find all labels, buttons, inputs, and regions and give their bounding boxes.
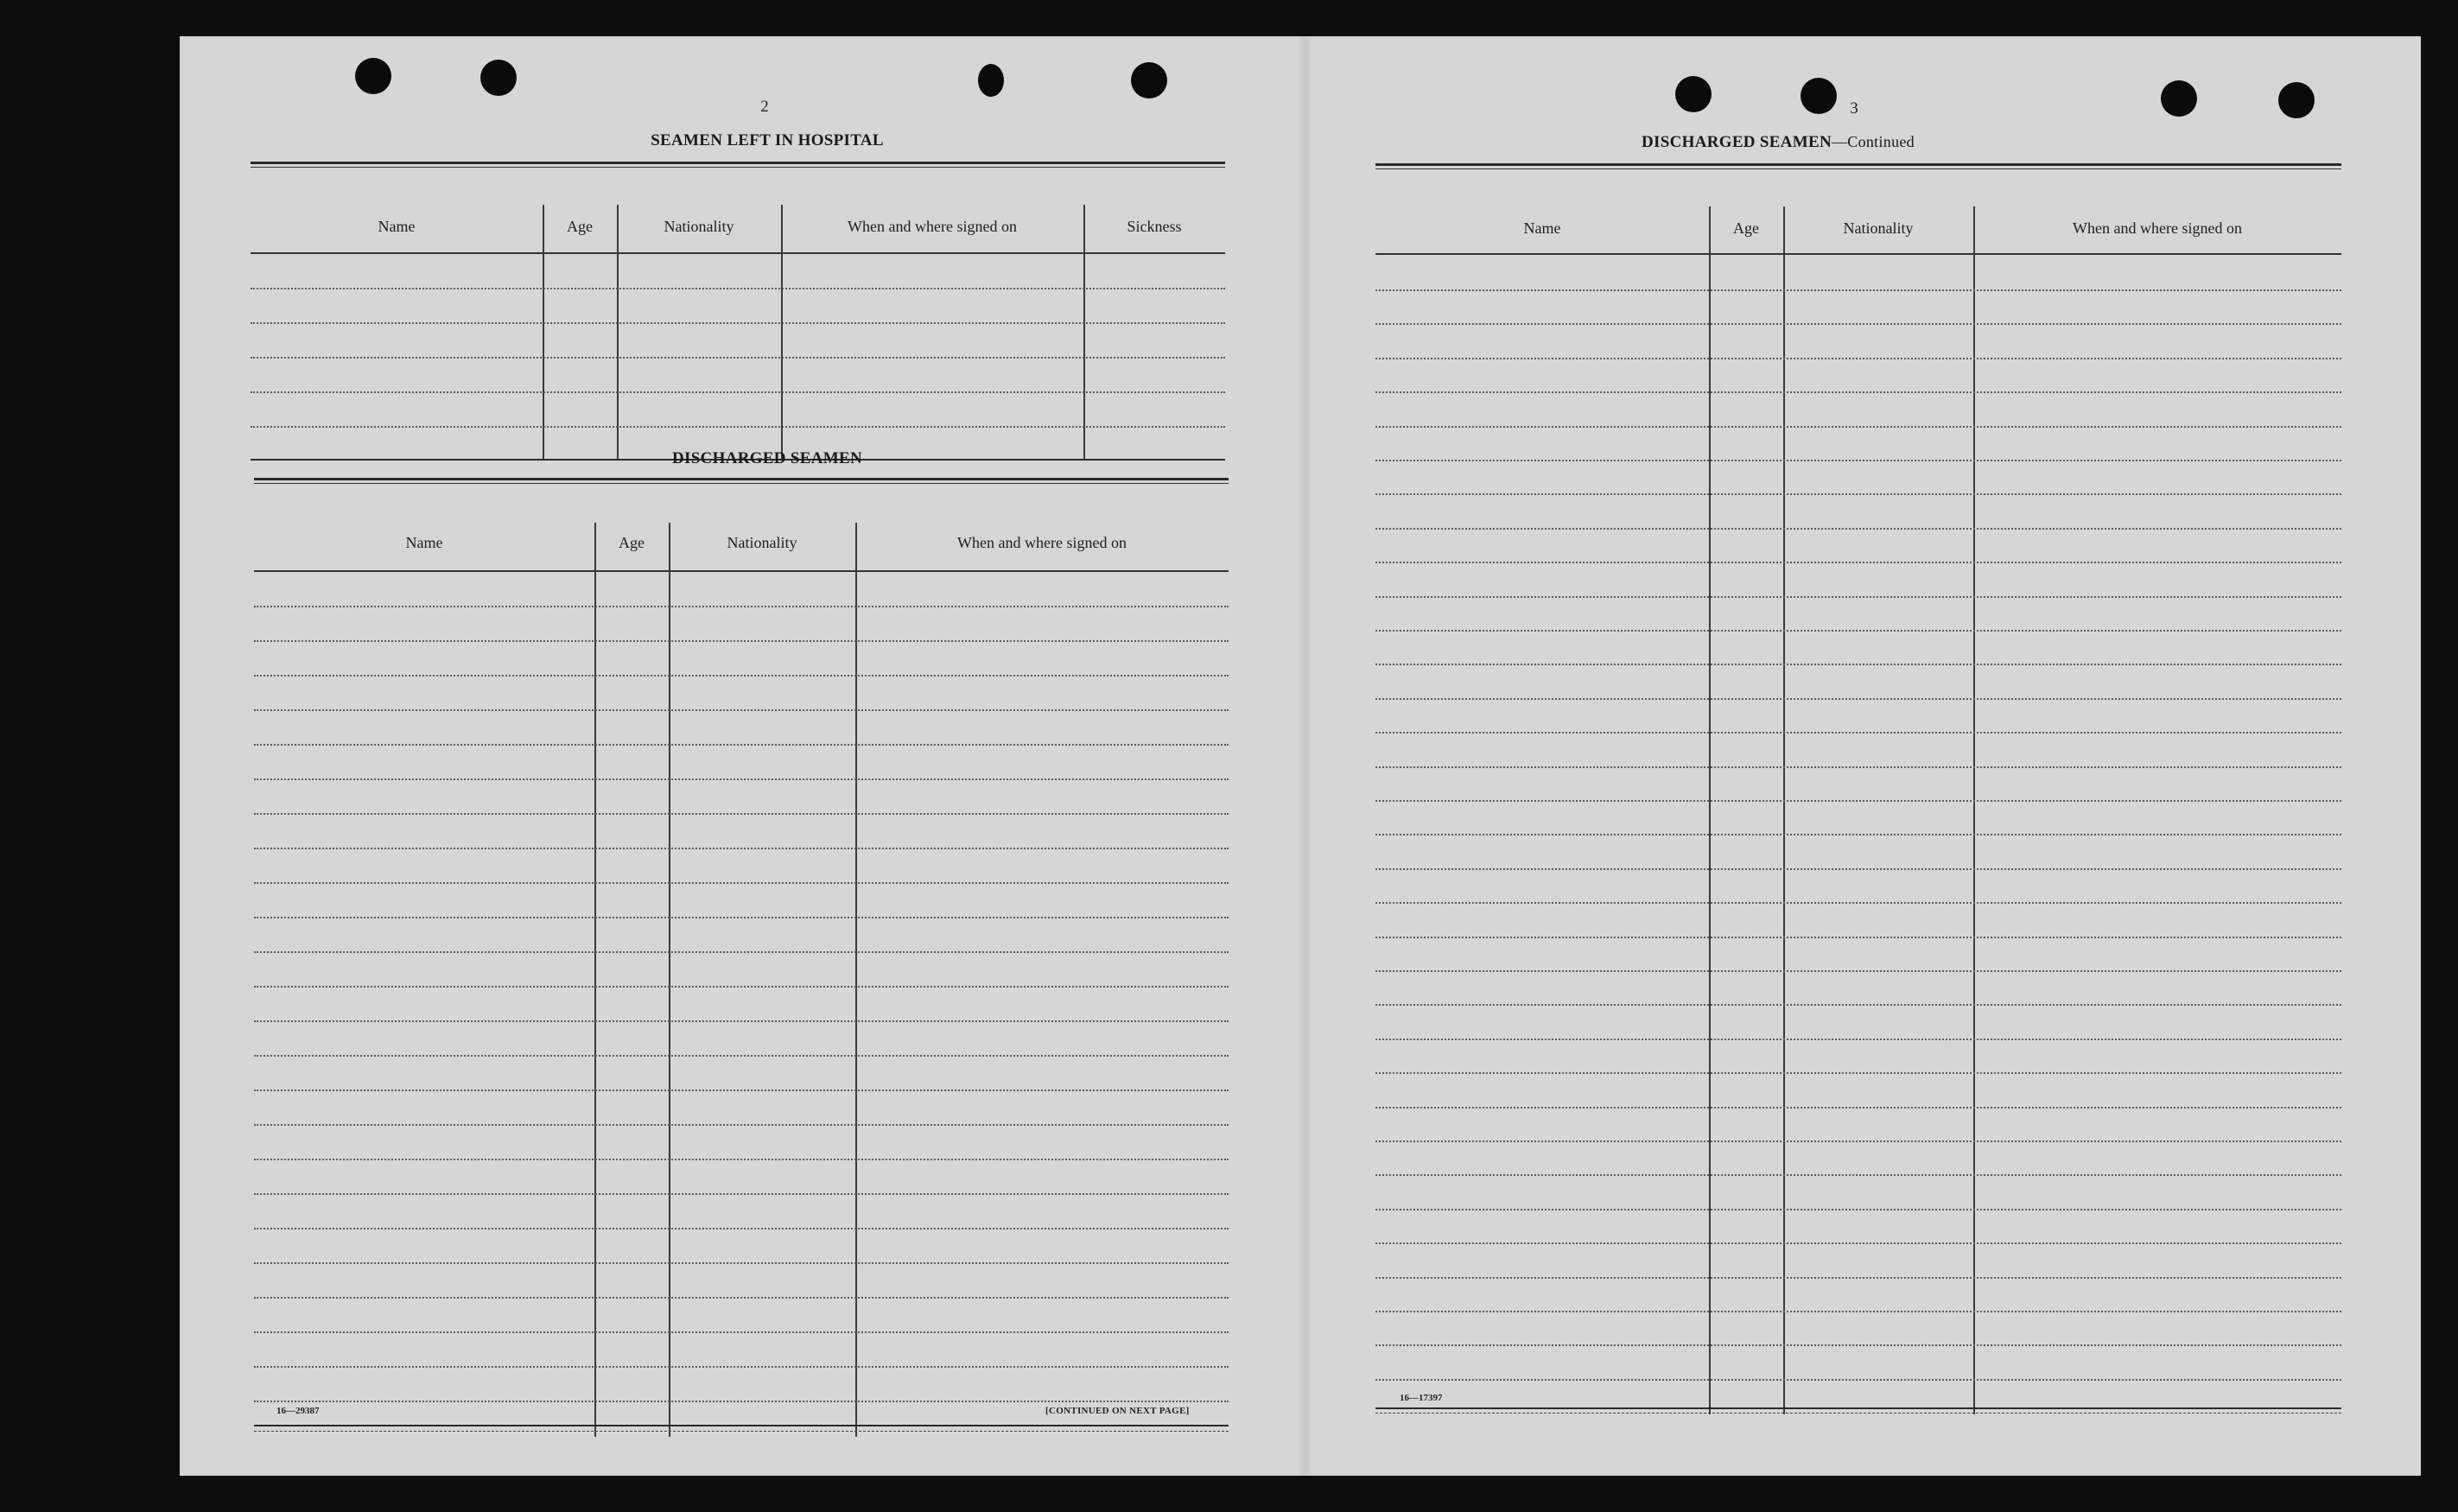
table-row <box>254 1090 1229 1091</box>
column-header-signed-on: When and where signed on <box>2073 219 2242 237</box>
column-divider <box>855 523 857 1437</box>
discharged-table-right <box>1375 163 2341 1416</box>
discharged-table-left <box>254 478 1229 1439</box>
table-row <box>1375 868 2341 870</box>
table-row <box>1375 698 2341 700</box>
table-row <box>1375 1140 2341 1142</box>
table-top-rule <box>251 167 1225 168</box>
table-row <box>254 1055 1229 1057</box>
table-row <box>254 951 1229 953</box>
column-divider <box>594 523 596 1437</box>
column-header-age: Age <box>619 534 645 551</box>
table-row <box>1375 1072 2341 1074</box>
column-divider <box>1083 205 1085 460</box>
table-row <box>254 709 1229 711</box>
punch-hole <box>480 60 517 96</box>
table-row <box>1375 800 2341 802</box>
column-header-age: Age <box>1733 219 1759 237</box>
page-number: 3 <box>1850 99 1858 118</box>
column-divider <box>1709 206 1711 1414</box>
table-row <box>254 848 1229 849</box>
table-top-rule <box>254 478 1229 480</box>
table-row <box>1375 970 2341 972</box>
column-divider <box>1973 206 1975 1414</box>
column-divider <box>781 205 783 460</box>
header-rule <box>254 570 1229 572</box>
title-main: DISCHARGED SEAMEN <box>1642 133 1832 151</box>
table-row <box>1375 1004 2341 1006</box>
punch-hole <box>1131 62 1167 98</box>
column-header-nationality: Nationality <box>664 218 734 235</box>
punch-hole <box>1675 76 1712 112</box>
column-header-sickness: Sickness <box>1127 218 1182 235</box>
column-header-signed-on: When and where signed on <box>957 534 1127 551</box>
header-rule <box>1375 253 2341 255</box>
column-divider <box>617 205 619 460</box>
table-row <box>254 675 1229 677</box>
column-header-age: Age <box>567 218 593 235</box>
form-number: 16—17397 <box>1400 1393 1443 1403</box>
table-row <box>254 744 1229 746</box>
hospital-section-title: SEAMEN LEFT IN HOSPITAL <box>651 131 884 149</box>
table-row <box>1375 562 2341 563</box>
column-header-signed-on: When and where signed on <box>848 218 1017 235</box>
table-row <box>1375 937 2341 938</box>
table-row <box>254 986 1229 988</box>
hospital-table <box>251 162 1225 464</box>
table-row <box>254 1401 1229 1402</box>
continued-note: [CONTINUED ON NEXT PAGE] <box>1045 1406 1190 1416</box>
table-top-rule <box>251 162 1225 164</box>
table-row <box>254 778 1229 780</box>
header-rule <box>251 252 1225 254</box>
table-top-rule <box>254 483 1229 484</box>
punch-hole <box>355 58 391 94</box>
table-row <box>254 1228 1229 1229</box>
table-row <box>251 357 1225 359</box>
page-number: 2 <box>760 98 769 116</box>
discharged-section-title: DISCHARGED SEAMEN <box>672 449 862 467</box>
table-row <box>1375 732 2341 734</box>
table-row <box>251 322 1225 324</box>
table-row <box>1375 391 2341 393</box>
punch-hole <box>2161 80 2197 117</box>
discharged-continued-title <box>1588 133 1968 152</box>
table-row <box>254 1297 1229 1299</box>
table-row <box>254 917 1229 918</box>
table-top-rule <box>1375 168 2341 169</box>
table-row <box>1375 1209 2341 1210</box>
table-row <box>1375 1311 2341 1312</box>
table-bottom-rule <box>254 1431 1229 1432</box>
table-row <box>254 1331 1229 1333</box>
table-row <box>1375 1107 2341 1109</box>
column-divider <box>669 523 670 1437</box>
table-row <box>1375 426 2341 428</box>
table-bottom-rule <box>1375 1407 2341 1409</box>
table-row <box>1375 834 2341 835</box>
column-header-name: Name <box>405 534 443 551</box>
table-row <box>254 813 1229 815</box>
column-header-name: Name <box>1523 219 1561 237</box>
table-row <box>1375 358 2341 359</box>
table-row <box>1375 664 2341 665</box>
column-header-nationality: Nationality <box>1843 219 1914 237</box>
table-row <box>254 1159 1229 1160</box>
table-row <box>1375 493 2341 495</box>
column-header-nationality: Nationality <box>727 534 797 551</box>
table-row <box>254 1193 1229 1195</box>
table-row <box>251 391 1225 393</box>
table-row <box>251 288 1225 289</box>
table-row <box>1375 1242 2341 1244</box>
table-row <box>1375 1277 2341 1279</box>
table-row <box>1375 1344 2341 1346</box>
table-row <box>1375 630 2341 632</box>
table-row <box>254 1020 1229 1022</box>
table-row <box>1375 460 2341 461</box>
table-row <box>1375 1039 2341 1040</box>
table-row <box>254 640 1229 642</box>
form-number: 16—29387 <box>276 1406 320 1416</box>
table-row <box>1375 596 2341 598</box>
title-suffix: —Continued <box>1831 133 1915 150</box>
table-row <box>1375 1379 2341 1381</box>
table-row <box>254 1262 1229 1264</box>
document-sheet <box>180 36 2421 1476</box>
table-row <box>254 1366 1229 1368</box>
table-bottom-rule <box>1375 1413 2341 1414</box>
table-row <box>251 426 1225 428</box>
column-divider <box>543 205 544 460</box>
column-header-name: Name <box>378 218 416 235</box>
table-row <box>1375 323 2341 325</box>
page-fold <box>1299 36 1312 1476</box>
table-row <box>1375 902 2341 904</box>
table-row <box>1375 766 2341 768</box>
table-row <box>254 1124 1229 1126</box>
table-row <box>1375 1174 2341 1176</box>
table-row <box>254 606 1229 607</box>
table-top-rule <box>1375 163 2341 166</box>
table-row <box>254 882 1229 884</box>
punch-hole <box>2278 82 2315 118</box>
table-bottom-rule <box>254 1425 1229 1426</box>
table-row <box>1375 528 2341 530</box>
table-row <box>1375 289 2341 291</box>
column-divider <box>1783 206 1785 1414</box>
punch-hole <box>978 64 1004 97</box>
